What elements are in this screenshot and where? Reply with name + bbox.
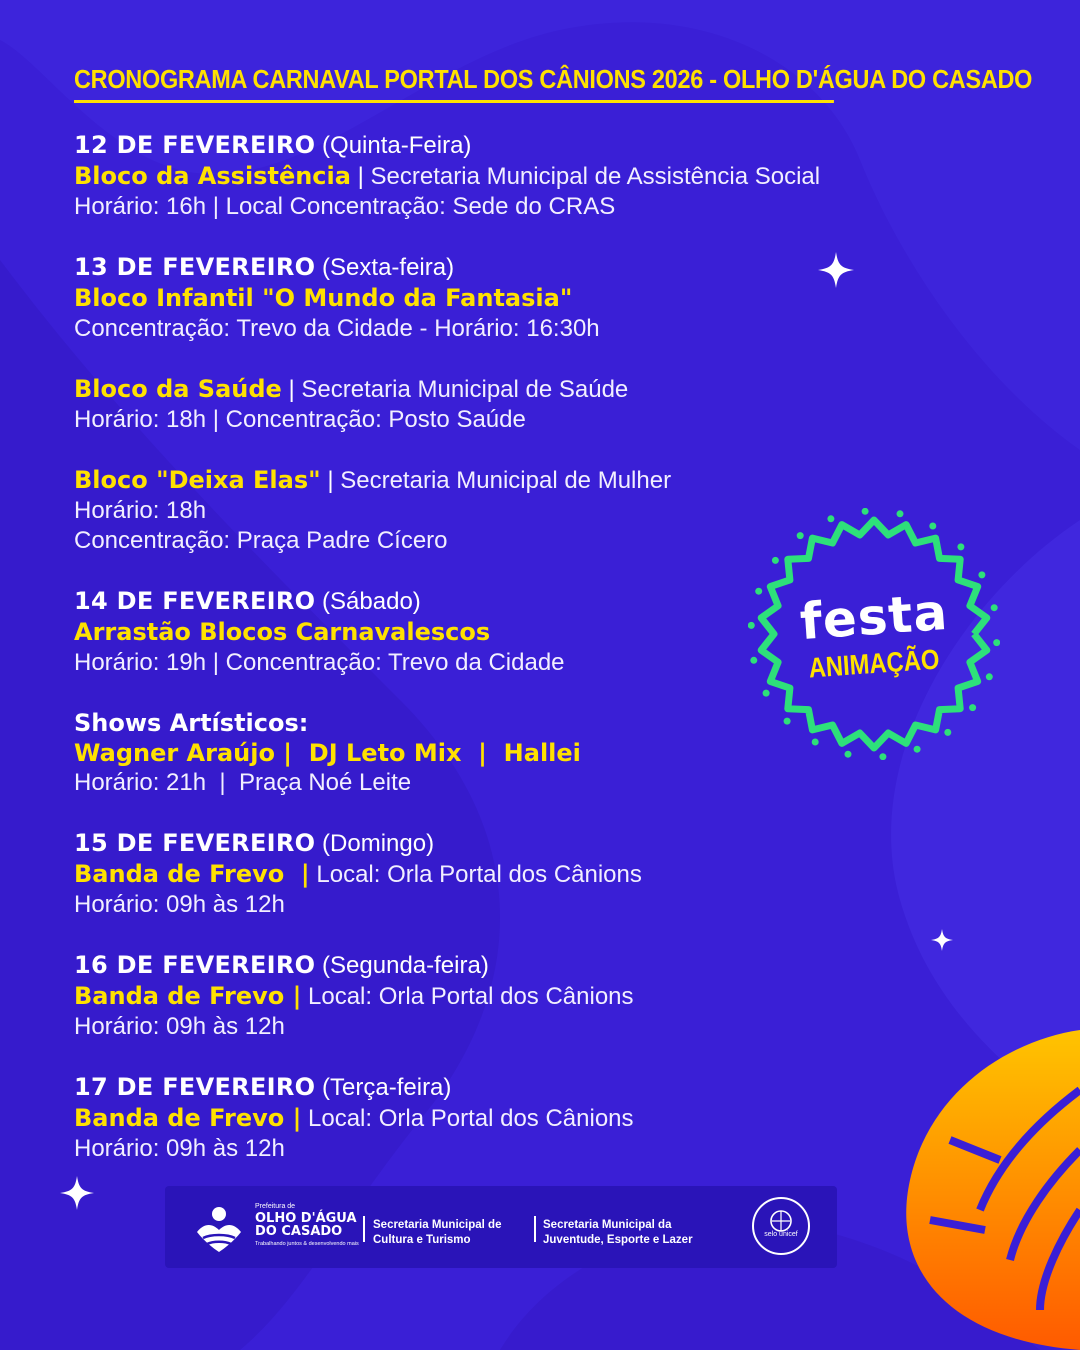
day-label: 17 DE FEVEREIRO — [74, 1073, 316, 1101]
event-name: Banda de Frevo | — [74, 982, 302, 1010]
event-name: Bloco Infantil "O Mundo da Fantasia" — [74, 284, 573, 312]
secretaria-line: Secretaria Municipal da — [543, 1219, 672, 1231]
event-name: Arrastão Blocos Carnavalescos — [74, 618, 491, 646]
event-name: Bloco da Saúde — [74, 375, 282, 403]
badge-dot — [812, 739, 819, 746]
prefecture-label: Prefeitura de — [255, 1203, 296, 1210]
event-details: Horário: 16h | Local Concentração: Sede do CRAS — [74, 193, 616, 220]
festa-badge — [748, 508, 1000, 760]
secretaria-culture — [373, 1218, 501, 1248]
organizer: Secretaria Municipal de Assistência Social — [370, 163, 821, 190]
event-details: Horário: 09h às 12h — [74, 891, 285, 918]
municipality-name-line: OLHO D'ÁGUA — [255, 1211, 357, 1226]
day-label: 16 DE FEVEREIRO — [74, 951, 316, 979]
event-details: Horário: 09h às 12h — [74, 1135, 285, 1162]
schedule-entry — [74, 252, 974, 344]
badge-dot — [755, 588, 762, 595]
badge-dot — [978, 571, 985, 578]
badge-subtitle: ANIMAÇÃO — [807, 643, 941, 684]
badge-dot — [845, 751, 852, 758]
weekday-label: (Domingo) — [322, 830, 435, 857]
event-details: Horário: 18h — [74, 497, 207, 524]
schedule-entry — [74, 828, 974, 920]
divider — [534, 1216, 536, 1242]
unicef-seal-label: selo unicef — [764, 1231, 798, 1238]
badge-dot — [750, 657, 757, 664]
weekday-label: (Terça-feira) — [322, 1074, 452, 1101]
separator: | — [281, 376, 302, 403]
badge-dot — [879, 753, 886, 760]
badge-dot — [797, 532, 804, 539]
weekday-label: (Segunda-feira) — [322, 952, 489, 979]
day-label: 15 DE FEVEREIRO — [74, 829, 316, 857]
day-label: 12 DE FEVEREIRO — [74, 131, 316, 159]
badge-dot — [784, 718, 791, 725]
badge-dot — [862, 508, 869, 515]
badge-dot — [969, 704, 976, 711]
event-name: Banda de Frevo | — [74, 1104, 302, 1132]
organizer: Secretaria Municipal de Saúde — [301, 376, 629, 403]
artists-list: Wagner Araújo | DJ Leto Mix | Hallei — [74, 739, 581, 767]
event-details: Horário: 18h | Concentração: Posto Saúde — [74, 406, 526, 433]
secretaria-line: Juventude, Esporte e Lazer — [543, 1234, 693, 1246]
municipality-logo-icon — [191, 1202, 247, 1254]
secretaria-line: Cultura e Turismo — [373, 1234, 471, 1246]
event-location: Local: Orla Portal dos Cânions — [308, 1105, 634, 1132]
divider — [363, 1216, 365, 1242]
weekday-label: (Quinta-Feira) — [322, 132, 472, 159]
event-details: Concentração: Praça Padre Cícero — [74, 527, 448, 554]
weekday-label: (Sábado) — [322, 588, 421, 615]
day-label: 13 DE FEVEREIRO — [74, 253, 316, 281]
badge-dot — [772, 557, 779, 564]
badge-dot — [827, 515, 834, 522]
badge-dot — [929, 523, 936, 530]
schedule-entry — [74, 1072, 974, 1164]
schedule-entry — [74, 950, 974, 1042]
municipality-name-line: DO CASADO — [255, 1224, 343, 1239]
event-name: Bloco da Assistência — [74, 162, 351, 190]
event-location: Local: Orla Portal dos Cânions — [316, 861, 642, 888]
separator: | — [320, 467, 341, 494]
schedule-entry — [74, 130, 974, 222]
event-name: Banda de Frevo | — [74, 860, 310, 888]
badge-dot — [944, 729, 951, 736]
organizer: Secretaria Municipal de Mulher — [340, 467, 672, 494]
event-name: Bloco "Deixa Elas" — [74, 466, 321, 494]
day-label: 14 DE FEVEREIRO — [74, 587, 316, 615]
municipality-tagline: Trabalhando juntos & desenvolvendo mais — [255, 1241, 359, 1247]
page-title: CRONOGRAMA CARNAVAL PORTAL DOS CÂNIONS 2026 - OLHO D'ÁGUA DO CASADO — [74, 66, 834, 103]
event-location: Local: Orla Portal dos Cânions — [308, 983, 634, 1010]
event-details: Horário: 21h | Praça Noé Leite — [74, 769, 412, 796]
badge-dot — [993, 639, 1000, 646]
weekday-label: (Sexta-feira) — [322, 254, 455, 281]
secretaria-youth — [543, 1218, 693, 1248]
badge-dot — [986, 673, 993, 680]
schedule-entry — [74, 374, 974, 435]
separator: | — [350, 163, 371, 190]
footer-logos — [165, 1186, 837, 1268]
badge-dot — [914, 746, 921, 753]
badge-dot — [897, 510, 904, 517]
municipality-name — [255, 1212, 357, 1238]
event-details: Horário: 09h às 12h — [74, 1013, 285, 1040]
secretaria-line: Secretaria Municipal de — [373, 1219, 502, 1231]
badge-title: festa — [798, 582, 950, 652]
badge-dot — [957, 543, 964, 550]
event-details: Concentração: Trevo da Cidade - Horário: 16:30h — [74, 315, 600, 342]
unicef-seal-icon — [750, 1195, 812, 1257]
badge-dot — [763, 690, 770, 697]
event-details: Horário: 19h | Concentração: Trevo da Cidade — [74, 649, 565, 676]
shows-heading: Shows Artísticos: — [74, 709, 309, 737]
